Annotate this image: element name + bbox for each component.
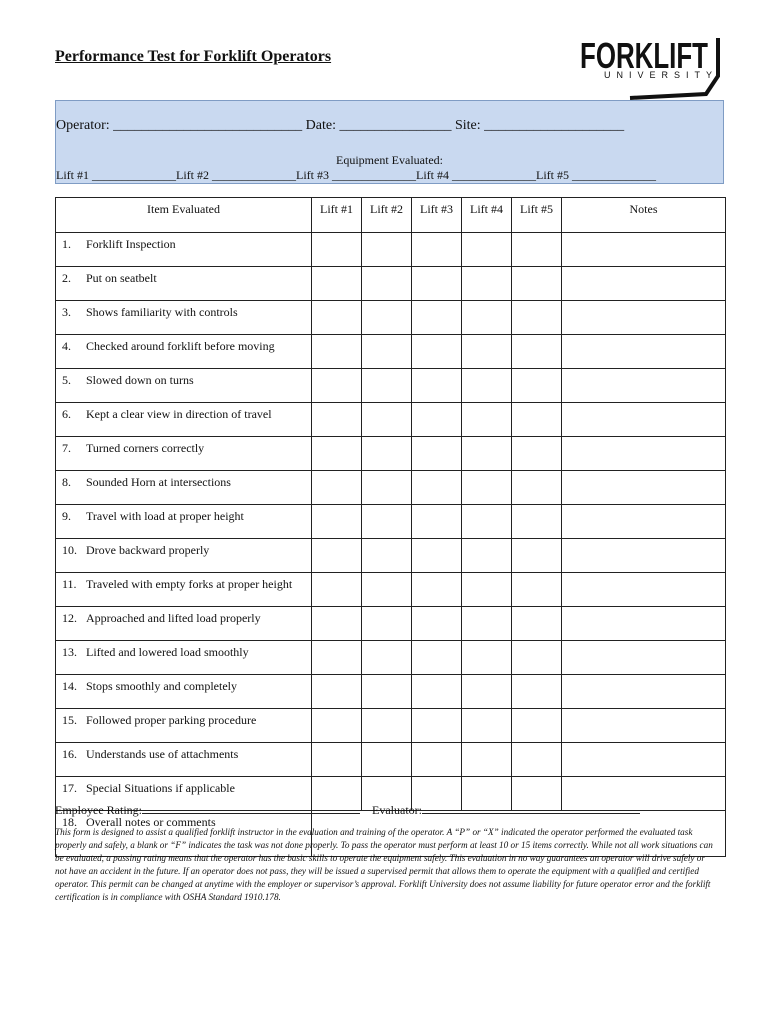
site-field[interactable]: ____________________ xyxy=(484,118,625,133)
lift-3-result-cell[interactable] xyxy=(412,267,462,301)
equipment-evaluated-label: Equipment Evaluated: xyxy=(336,153,443,167)
lift-3-result-cell[interactable] xyxy=(412,641,462,675)
lift-1-field[interactable]: ______________ xyxy=(92,168,176,182)
lift-5-result-cell[interactable] xyxy=(512,607,562,641)
lift-4-result-cell[interactable] xyxy=(462,709,512,743)
lift-4-result-cell[interactable] xyxy=(462,335,512,369)
lift-2-result-cell[interactable] xyxy=(362,267,412,301)
lift-3-result-cell[interactable] xyxy=(412,675,462,709)
item-evaluated-cell xyxy=(56,743,312,777)
lift-1-result-cell[interactable] xyxy=(312,709,362,743)
table-row xyxy=(56,369,726,403)
lift-1-result-cell[interactable] xyxy=(312,539,362,573)
lift-4-result-cell[interactable] xyxy=(462,607,512,641)
item-number: 5. xyxy=(62,373,71,387)
lift-5-result-cell[interactable] xyxy=(512,369,562,403)
lift-4-result-cell[interactable] xyxy=(462,267,512,301)
item-text: Lifted and lowered load smoothly xyxy=(86,645,249,659)
notes-cell[interactable] xyxy=(562,743,726,777)
employee-rating-line xyxy=(55,801,360,818)
table-row xyxy=(56,267,726,301)
notes-cell[interactable] xyxy=(562,539,726,573)
table-row xyxy=(56,573,726,607)
lift-1-result-cell[interactable] xyxy=(312,675,362,709)
notes-cell[interactable] xyxy=(562,607,726,641)
item-number: 18. xyxy=(62,815,77,829)
table-row xyxy=(56,301,726,335)
lift-4-result-cell[interactable] xyxy=(462,301,512,335)
lift-3-result-cell[interactable] xyxy=(412,471,462,505)
lift-4-label: Lift #4 xyxy=(416,168,452,182)
date-label: Date: xyxy=(302,118,340,133)
lift-1-result-cell[interactable] xyxy=(312,743,362,777)
lift-2-result-cell[interactable] xyxy=(362,709,412,743)
column-header-lift-2: Lift #2 xyxy=(362,198,412,233)
item-number: 1. xyxy=(62,237,71,251)
lift-4-result-cell[interactable] xyxy=(462,437,512,471)
item-text: Kept a clear view in direction of travel xyxy=(86,407,272,421)
lift-5-result-cell[interactable] xyxy=(512,641,562,675)
notes-cell[interactable] xyxy=(562,573,726,607)
item-evaluated-cell xyxy=(56,709,312,743)
item-number: 9. xyxy=(62,509,71,523)
item-text: Turned corners correctly xyxy=(86,441,205,455)
lift-5-result-cell[interactable] xyxy=(512,301,562,335)
evaluator-label: Evaluator: xyxy=(372,803,422,817)
lift-4-result-cell[interactable] xyxy=(462,505,512,539)
evaluator-field[interactable] xyxy=(422,801,640,814)
item-number: 6. xyxy=(62,407,71,421)
lift-5-result-cell[interactable] xyxy=(512,675,562,709)
item-evaluated-cell xyxy=(56,573,312,607)
lift-2-result-cell[interactable] xyxy=(362,369,412,403)
table-row xyxy=(56,539,726,573)
lift-4-result-cell[interactable] xyxy=(462,675,512,709)
item-evaluated-cell xyxy=(56,505,312,539)
lift-1-result-cell[interactable] xyxy=(312,233,362,267)
lift-2-result-cell[interactable] xyxy=(362,335,412,369)
item-number: 11. xyxy=(62,577,77,591)
item-number: 13. xyxy=(62,645,77,659)
column-header-lift-1: Lift #1 xyxy=(312,198,362,233)
lift-3-field[interactable]: ______________ xyxy=(332,168,416,182)
lift-1-result-cell[interactable] xyxy=(312,369,362,403)
lift-5-result-cell[interactable] xyxy=(512,505,562,539)
lift-2-result-cell[interactable] xyxy=(362,607,412,641)
item-text: Sounded Horn at intersections xyxy=(86,475,231,489)
lift-2-result-cell[interactable] xyxy=(362,301,412,335)
table-row xyxy=(56,233,726,267)
lift-5-field[interactable]: ______________ xyxy=(572,168,656,182)
lift-2-field[interactable]: ______________ xyxy=(212,168,296,182)
table-row xyxy=(56,403,726,437)
lift-3-result-cell[interactable] xyxy=(412,335,462,369)
notes-cell[interactable] xyxy=(562,233,726,267)
lift-2-result-cell[interactable] xyxy=(362,675,412,709)
lift-3-result-cell[interactable] xyxy=(412,709,462,743)
operator-info-panel xyxy=(55,100,724,184)
notes-cell[interactable] xyxy=(562,709,726,743)
notes-cell[interactable] xyxy=(562,471,726,505)
item-text: Understands use of attachments xyxy=(86,747,239,761)
item-evaluated-cell xyxy=(56,471,312,505)
notes-cell[interactable] xyxy=(562,675,726,709)
item-text: Put on seatbelt xyxy=(86,271,157,285)
item-text: Forklift Inspection xyxy=(86,237,176,251)
evaluator-line xyxy=(372,801,640,818)
item-number: 14. xyxy=(62,679,77,693)
item-text: Special Situations if applicable xyxy=(86,781,235,795)
notes-cell[interactable] xyxy=(562,369,726,403)
lift-3-result-cell[interactable] xyxy=(412,301,462,335)
employee-rating-label: Employee Rating: xyxy=(55,803,142,817)
item-text: Checked around forklift before moving xyxy=(86,339,275,353)
item-evaluated-cell xyxy=(56,335,312,369)
item-number: 12. xyxy=(62,611,77,625)
item-evaluated-cell xyxy=(56,675,312,709)
site-label: Site: xyxy=(451,118,485,133)
operator-date-site-line xyxy=(56,118,624,134)
lift-5-result-cell[interactable] xyxy=(512,709,562,743)
item-number: 4. xyxy=(62,339,71,353)
notes-cell[interactable] xyxy=(562,267,726,301)
item-evaluated-cell xyxy=(56,403,312,437)
lift-1-result-cell[interactable] xyxy=(312,573,362,607)
lift-4-result-cell[interactable] xyxy=(462,233,512,267)
lift-5-result-cell[interactable] xyxy=(512,743,562,777)
logo-sub-text: UNIVERSITY xyxy=(604,70,719,80)
item-number: 10. xyxy=(62,543,77,557)
lift-5-result-cell[interactable] xyxy=(512,233,562,267)
evaluation-table xyxy=(55,197,726,857)
item-number: 2. xyxy=(62,271,71,285)
item-text: Followed proper parking procedure xyxy=(86,713,257,727)
lift-5-result-cell[interactable] xyxy=(512,403,562,437)
lift-5-result-cell[interactable] xyxy=(512,267,562,301)
lift-4-result-cell[interactable] xyxy=(462,539,512,573)
operator-field[interactable]: ___________________________ xyxy=(113,118,303,133)
table-row xyxy=(56,675,726,709)
lift-3-result-cell[interactable] xyxy=(412,403,462,437)
lift-5-result-cell[interactable] xyxy=(512,573,562,607)
item-evaluated-cell xyxy=(56,539,312,573)
lift-2-result-cell[interactable] xyxy=(362,437,412,471)
lift-3-label: Lift #3 xyxy=(296,168,332,182)
table-row xyxy=(56,437,726,471)
lift-2-result-cell[interactable] xyxy=(362,505,412,539)
table-row xyxy=(56,607,726,641)
lift-1-label: Lift #1 xyxy=(56,168,92,182)
lift-3-result-cell[interactable] xyxy=(412,743,462,777)
lift-3-result-cell[interactable] xyxy=(412,369,462,403)
disclaimer-text: This form is designed to assist a qualified forklift instructor in the evaluation and training of the operator. A “P” or “X” indicated the operator performed the evaluated task properly and safely, a blank or “F” indicates the task was not done properly. To pass the operator must perform at least 10 or 15 items correctly. While not all work situations can be evaluated, a passing rating means that the operator has the basic skills to operate the equipment safely. This evaluation in no way guarantees an operator will drive safely or not have an accident in the future. If an operator does not pass, they will be issued a supervised permit that allows them to operate the equipment with a qualified and certified operator. This permit can be changed at anytime with the employer or supervisor’s approval. Forklift University does not assume liability for future operator error and the forklift certification is in compliance with OSHA Standard 1910.178. xyxy=(55,827,713,902)
item-text: Approached and lifted load properly xyxy=(86,611,261,625)
document-title: Performance Test for Forklift Operators xyxy=(55,48,332,65)
lift-1-result-cell[interactable] xyxy=(312,505,362,539)
lift-4-result-cell[interactable] xyxy=(462,573,512,607)
item-number: 16. xyxy=(62,747,77,761)
lift-2-result-cell[interactable] xyxy=(362,641,412,675)
lift-5-result-cell[interactable] xyxy=(512,335,562,369)
item-text: Stops smoothly and completely xyxy=(86,679,237,693)
lift-5-label: Lift #5 xyxy=(536,168,572,182)
item-number: 8. xyxy=(62,475,71,489)
employee-rating-field[interactable] xyxy=(142,801,360,814)
lift-3-result-cell[interactable] xyxy=(412,539,462,573)
item-evaluated-cell xyxy=(56,437,312,471)
lift-4-result-cell[interactable] xyxy=(462,369,512,403)
lift-1-result-cell[interactable] xyxy=(312,641,362,675)
notes-cell[interactable] xyxy=(562,641,726,675)
lift-3-result-cell[interactable] xyxy=(412,573,462,607)
item-text: Slowed down on turns xyxy=(86,373,194,387)
lift-2-result-cell[interactable] xyxy=(362,573,412,607)
item-text: Traveled with empty forks at proper height xyxy=(86,577,293,591)
column-header-item: Item Evaluated xyxy=(56,198,312,233)
lift-2-result-cell[interactable] xyxy=(362,233,412,267)
item-evaluated-cell xyxy=(56,301,312,335)
item-number: 15. xyxy=(62,713,77,727)
notes-cell[interactable] xyxy=(562,505,726,539)
table-row xyxy=(56,471,726,505)
lift-5-result-cell[interactable] xyxy=(512,437,562,471)
notes-cell[interactable] xyxy=(562,335,726,369)
lift-2-label: Lift #2 xyxy=(176,168,212,182)
item-evaluated-cell xyxy=(56,607,312,641)
lift-2-result-cell[interactable] xyxy=(362,471,412,505)
lift-4-result-cell[interactable] xyxy=(462,743,512,777)
lift-2-result-cell[interactable] xyxy=(362,539,412,573)
notes-cell[interactable] xyxy=(562,403,726,437)
item-text: Shows familiarity with controls xyxy=(86,305,238,319)
lift-3-result-cell[interactable] xyxy=(412,233,462,267)
item-number: 7. xyxy=(62,441,71,455)
lift-3-result-cell[interactable] xyxy=(412,607,462,641)
item-evaluated-cell xyxy=(56,641,312,675)
column-header-lift-5: Lift #5 xyxy=(512,198,562,233)
lift-1-result-cell[interactable] xyxy=(312,471,362,505)
table-header-row xyxy=(56,198,726,233)
table-row xyxy=(56,709,726,743)
lift-3-result-cell[interactable] xyxy=(412,437,462,471)
lift-4-field[interactable]: ______________ xyxy=(452,168,536,182)
lift-1-result-cell[interactable] xyxy=(312,267,362,301)
column-header-lift-3: Lift #3 xyxy=(412,198,462,233)
item-evaluated-cell xyxy=(56,369,312,403)
table-row xyxy=(56,641,726,675)
column-header-lift-4: Lift #4 xyxy=(462,198,512,233)
item-text: Travel with load at proper height xyxy=(86,509,244,523)
table-row xyxy=(56,335,726,369)
item-evaluated-cell xyxy=(56,233,312,267)
lift-1-result-cell[interactable] xyxy=(312,403,362,437)
lift-5-result-cell[interactable] xyxy=(512,539,562,573)
lift-1-result-cell[interactable] xyxy=(312,437,362,471)
lift-1-result-cell[interactable] xyxy=(312,607,362,641)
item-text: Overall notes or comments xyxy=(86,815,216,829)
date-field[interactable]: ________________ xyxy=(339,118,452,133)
table-row xyxy=(56,505,726,539)
notes-cell[interactable] xyxy=(562,301,726,335)
lift-1-result-cell[interactable] xyxy=(312,335,362,369)
lift-2-result-cell[interactable] xyxy=(362,403,412,437)
table-row xyxy=(56,743,726,777)
lift-1-result-cell[interactable] xyxy=(312,301,362,335)
forklift-university-logo xyxy=(578,34,723,102)
lift-4-result-cell[interactable] xyxy=(462,471,512,505)
lift-2-result-cell[interactable] xyxy=(362,743,412,777)
lift-4-result-cell[interactable] xyxy=(462,403,512,437)
lift-4-result-cell[interactable] xyxy=(462,641,512,675)
column-header-notes: Notes xyxy=(562,198,726,233)
item-number: 3. xyxy=(62,305,71,319)
lift-3-result-cell[interactable] xyxy=(412,505,462,539)
logo-brand-text: FORKLIFT xyxy=(580,35,709,76)
operator-label: Operator: xyxy=(56,118,114,133)
item-number: 17. xyxy=(62,781,77,795)
item-text: Drove backward properly xyxy=(86,543,210,557)
item-evaluated-cell xyxy=(56,267,312,301)
lift-5-result-cell[interactable] xyxy=(512,471,562,505)
lift-fields-line xyxy=(56,168,656,183)
notes-cell[interactable] xyxy=(562,437,726,471)
